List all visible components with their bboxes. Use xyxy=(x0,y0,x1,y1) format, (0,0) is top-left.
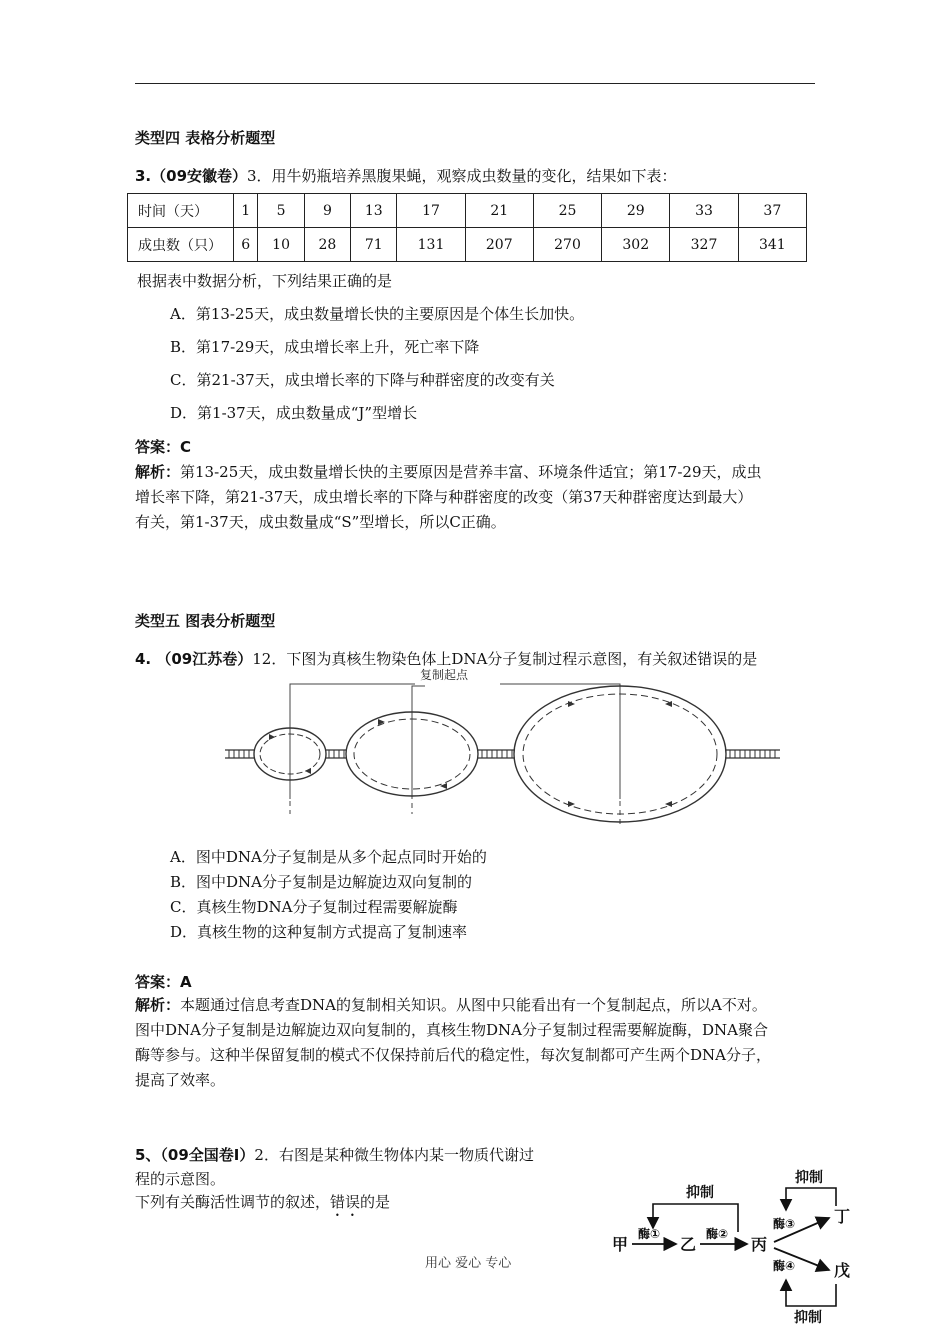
replication-origin-label: 复制起点 xyxy=(420,668,469,682)
table-row-label: 成虫数（只） xyxy=(128,228,234,262)
stem-text: 下列有关酶活性调节的叙述， xyxy=(135,1193,331,1211)
top-rule xyxy=(135,83,815,84)
table-cell: 25 xyxy=(533,194,601,228)
leader-line xyxy=(290,684,415,799)
stem-text: 的是 xyxy=(360,1193,391,1211)
table-row-label: 时间（天） xyxy=(128,194,234,228)
analysis-line xyxy=(135,460,815,485)
answer-value: C xyxy=(180,438,192,456)
option-a: A．图中DNA分子复制是从多个起点同时开始的 xyxy=(170,848,487,866)
table-cell: 9 xyxy=(304,194,350,228)
option-b: B．第17-29天，成虫增长率上升，死亡率下降 xyxy=(170,338,480,356)
leader-line xyxy=(412,686,425,799)
analysis-text: 第13-25天，成虫数量增长快的主要原因是营养丰富、环境条件适宜；第17-29天，成虫 xyxy=(180,463,762,481)
table-cell: 270 xyxy=(533,228,601,262)
enzyme3-label: 酶③ xyxy=(773,1217,796,1231)
option-c: C．第21-37天，成虫增长率的下降与种群密度的改变有关 xyxy=(170,371,555,389)
question5-text-line2: 程的示意图。 xyxy=(135,1170,226,1188)
question5-source: 5、（09全国卷Ⅰ） xyxy=(135,1146,255,1164)
inhibition-arrow-bottom xyxy=(786,1280,836,1306)
answer-value: A xyxy=(180,973,192,991)
metabolism-diagram xyxy=(608,1166,858,1326)
question4-source: 4. （09江苏卷） xyxy=(135,650,253,668)
analysis-label: 解析： xyxy=(135,996,181,1014)
section4-heading: 类型四 表格分析题型 xyxy=(135,129,276,147)
node-wu: 戊 xyxy=(834,1261,851,1280)
node-ding: 丁 xyxy=(834,1207,851,1226)
option-c: C．真核生物DNA分子复制过程需要解旋酶 xyxy=(170,898,458,916)
question3-stem: 根据表中数据分析，下列结果正确的是 xyxy=(137,272,393,290)
node-bing: 丙 xyxy=(751,1235,768,1254)
analysis-text: 本题通过信息考查DNA的复制相关知识。从图中只能看出有一个复制起点，所以A不对。 xyxy=(180,996,767,1014)
table-cell: 13 xyxy=(351,194,397,228)
inhibition-arrow-right xyxy=(786,1188,836,1210)
analysis-line xyxy=(135,993,815,1018)
answer-line xyxy=(135,971,192,992)
enzyme2-label: 酶② xyxy=(706,1227,729,1241)
table-cell: 21 xyxy=(465,194,533,228)
question3-text: 3．用牛奶瓶培养黑腹果蝇，观察成虫数量的变化，结果如下表： xyxy=(247,167,677,185)
dna-replication-diagram xyxy=(225,664,785,830)
table-row-count xyxy=(128,228,807,262)
analysis-line: 提高了效率。 xyxy=(135,1071,226,1089)
enzyme1-label: 酶① xyxy=(638,1227,661,1241)
stem-emphasis: 错误 xyxy=(330,1193,361,1211)
answer-label: 答案： xyxy=(135,973,181,991)
replication-bubbles xyxy=(254,686,726,822)
table-cell: 10 xyxy=(258,228,304,262)
option-d: D．真核生物的这种复制方式提高了复制速率 xyxy=(170,923,468,941)
leader-line xyxy=(500,684,620,799)
question5-text: 2．右图是某种微生物体内某一物质代谢过 xyxy=(254,1146,534,1164)
analysis-label: 解析： xyxy=(135,463,181,481)
fruitfly-table xyxy=(127,193,807,262)
answer-line xyxy=(135,436,191,457)
table-cell: 341 xyxy=(738,228,806,262)
table-cell: 327 xyxy=(670,228,738,262)
analysis-line: 酶等参与。这种半保留复制的模式不仅保持前后代的稳定性，每次复制都可产生两个DNA分子， xyxy=(135,1046,771,1064)
question3-source: 3.（09安徽卷） xyxy=(135,167,248,185)
analysis-block xyxy=(135,460,815,535)
inhibit-label-bottom: 抑制 xyxy=(794,1310,822,1326)
table-cell: 17 xyxy=(397,194,465,228)
section5-heading: 类型五 图表分析题型 xyxy=(135,612,276,630)
table-cell: 37 xyxy=(738,194,806,228)
analysis-line: 有关，第1-37天，成虫数量成“S”型增长，所以C正确。 xyxy=(135,513,506,531)
analysis-line: 增长率下降，第21-37天，成虫增长率的下降与种群密度的改变（第37天种群密度达到最大） xyxy=(135,488,753,506)
option-b: B．图中DNA分子复制是边解旋边双向复制的 xyxy=(170,873,473,891)
enzyme4-label: 酶④ xyxy=(773,1259,796,1273)
table-cell: 71 xyxy=(351,228,397,262)
question4-text: 12．下图为真核生物染色体上DNA分子复制过程示意图，有关叙述错误的是 xyxy=(252,650,758,668)
table-cell: 5 xyxy=(258,194,304,228)
analysis-line: 图中DNA分子复制是边解旋边双向复制的，真核生物DNA分子复制过程需要解旋酶，DNA聚合 xyxy=(135,1021,768,1039)
question5-line xyxy=(135,1144,534,1165)
table-cell: 6 xyxy=(234,228,258,262)
option-a: A．第13-25天，成虫数量增长快的主要原因是个体生长加快。 xyxy=(170,305,585,323)
table-cell: 131 xyxy=(397,228,465,262)
table-cell: 33 xyxy=(670,194,738,228)
question3-line xyxy=(135,165,677,186)
table-cell: 302 xyxy=(602,228,670,262)
table-cell: 29 xyxy=(602,194,670,228)
table-cell: 28 xyxy=(304,228,350,262)
analysis-block xyxy=(135,993,815,1093)
table-cell: 1 xyxy=(234,194,258,228)
inhibit-label-right: 抑制 xyxy=(795,1170,823,1186)
table-cell: 207 xyxy=(465,228,533,262)
answer-label: 答案： xyxy=(135,438,181,456)
option-d: D．第1-37天，成虫数量成“J”型增长 xyxy=(170,404,418,422)
page-footer: 用心 爱心 专心 xyxy=(425,1256,512,1271)
node-yi: 乙 xyxy=(680,1235,697,1254)
dna-base-pairs xyxy=(229,750,775,758)
inhibit-label-top: 抑制 xyxy=(686,1185,714,1201)
table-row-time xyxy=(128,194,807,228)
question5-stem xyxy=(135,1191,390,1220)
node-jia: 甲 xyxy=(612,1235,629,1254)
